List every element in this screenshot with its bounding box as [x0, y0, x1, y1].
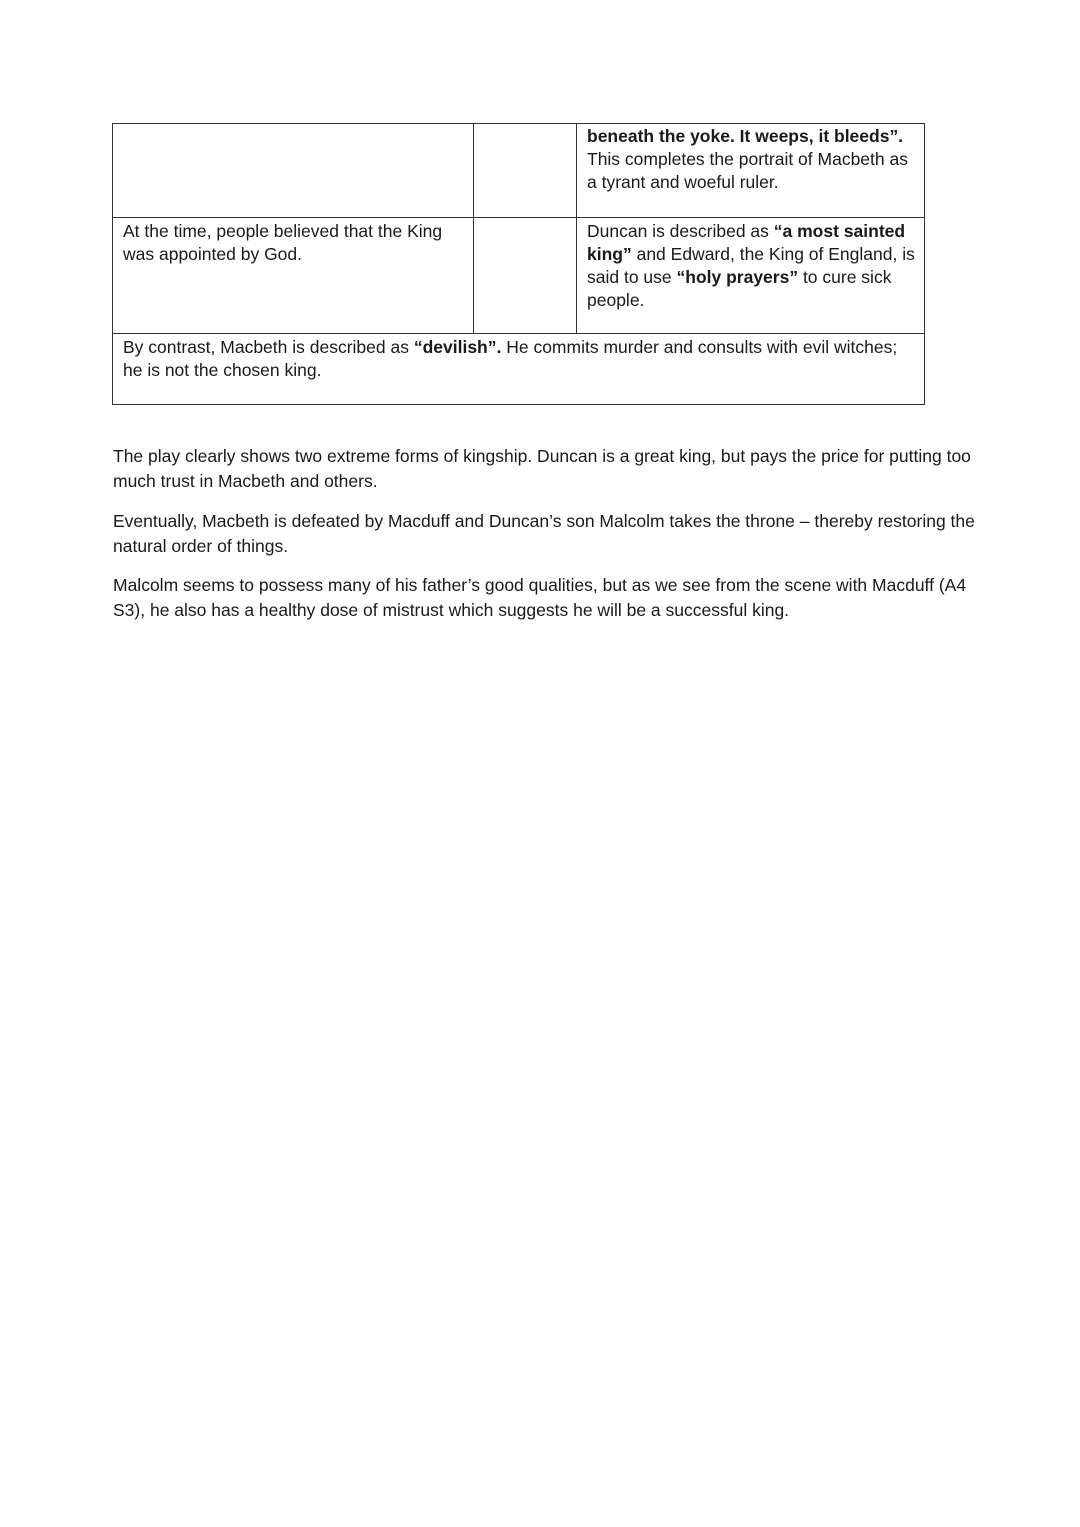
table-row	[113, 218, 925, 334]
body-paragraph: The play clearly shows two extreme forms of kingship. Duncan is a great king, but pays the price for putting too much trust in Macbeth and others.	[113, 446, 971, 491]
table-cell-merged	[113, 334, 925, 405]
quote-text: beneath the yoke. It weeps, it bleeds”.	[587, 126, 904, 146]
cell-text: By contrast, Macbeth is described as	[123, 337, 414, 357]
body-paragraph: Malcolm seems to possess many of his father’s good qualities, but as we see from the scene with Macduff (A4 S3), he also has a healthy dose of mistrust which suggests he will be a successful king.	[113, 575, 967, 620]
body-paragraph: Eventually, Macbeth is defeated by Macduff and Duncan’s son Malcolm takes the throne – thereby restoring the natural order of things.	[113, 511, 975, 556]
table-cell-context: At the time, people believed that the King was appointed by God.	[113, 218, 474, 334]
quote-text: “devilish”.	[413, 337, 502, 357]
table-cell-blank	[474, 124, 577, 218]
table-cell-evidence	[577, 124, 925, 218]
table-row	[113, 334, 925, 405]
table-cell-evidence	[577, 218, 925, 334]
table-cell-blank	[474, 218, 577, 334]
cell-text: This completes the portrait of Macbeth as a tyrant and woeful ruler.	[587, 149, 908, 192]
cell-text: to cure sick people.	[587, 267, 892, 310]
kingship-notes-table	[112, 123, 925, 405]
table-row	[113, 124, 925, 218]
cell-text: and Edward, the King of England, is said to use	[587, 244, 915, 287]
quote-text: “a most sainted king”	[587, 221, 906, 264]
quote-text: “holy prayers”	[676, 267, 799, 287]
cell-text: Duncan is described as	[587, 221, 774, 241]
table-cell-context	[113, 124, 474, 218]
cell-text: He commits murder and consults with evil witches; he is not the chosen king.	[123, 337, 898, 380]
